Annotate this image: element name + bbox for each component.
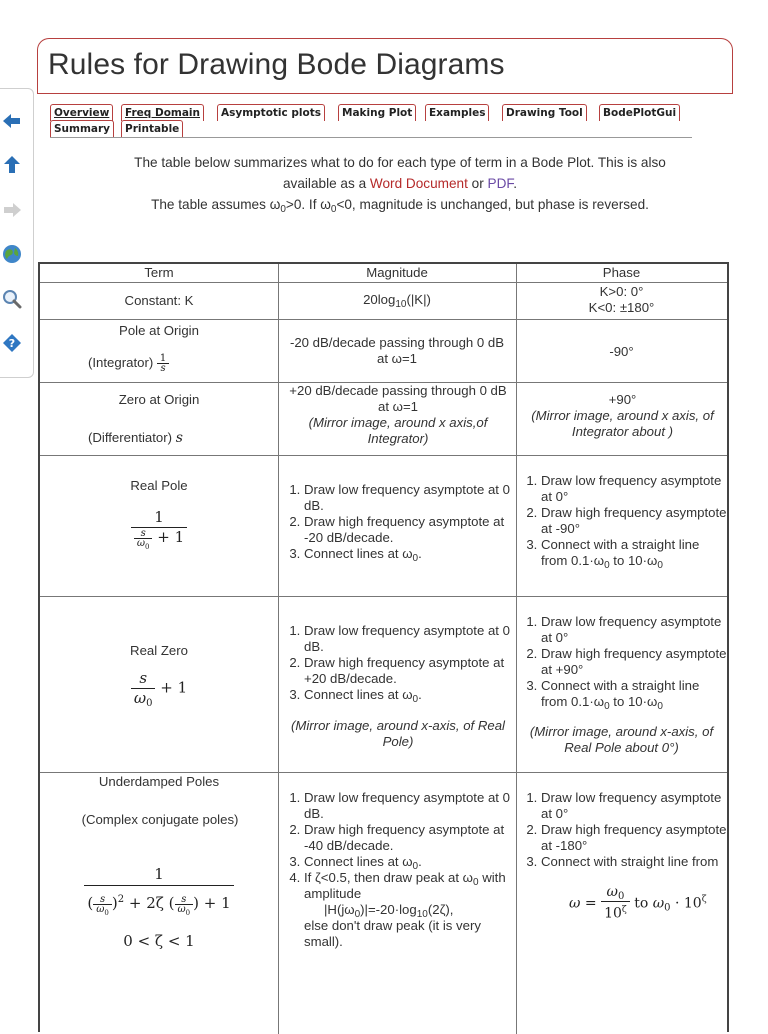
pdf-link[interactable]: PDF: [487, 176, 514, 191]
globe-icon[interactable]: [0, 242, 24, 266]
intro-line-2-or: or: [467, 176, 488, 191]
fraction-numerator: s: [139, 669, 148, 687]
intro-line-3-a: The table assumes ω: [151, 197, 281, 212]
underdamped-mag-step: [304, 854, 514, 870]
real-pole-formula: [40, 508, 278, 551]
fraction-numerator: s: [140, 527, 146, 539]
underdamped-mag-step: 2. Draw high frequency asymptote at -40 dB/decade.: [304, 822, 514, 854]
period: .: [418, 854, 422, 869]
real-zero-phase-step: [541, 678, 727, 710]
step-text: Connect with a straight line from 0.1·ω: [541, 678, 700, 709]
zero-origin-mag-text: +20 dB/decade passing through 0 dB at ω=1: [289, 383, 507, 414]
real-zero-phase-step: 1. Draw low frequency asymptote at 0°: [541, 614, 727, 646]
subscript: 0: [657, 560, 663, 571]
s-over-omega: [131, 669, 156, 708]
intro-line-2-end: .: [513, 176, 517, 191]
step-text: (2ζ),: [427, 902, 454, 917]
subscript: 0: [657, 701, 663, 712]
fraction-denominator: ( $\frac{s}{\omega_0}$ )$^2$ + 2ζ ( $\frac{s}{\omega_0}$ ) + 1: [84, 885, 233, 914]
constant-mag-text: 20log: [363, 292, 396, 307]
underdamped-magnitude: [282, 790, 514, 950]
tab-divider: [50, 137, 692, 138]
underdamped-title: Underdamped Poles: [98, 774, 220, 789]
real-pole-mag-step: 1. Draw low frequency asymptote at 0 dB.: [304, 482, 514, 514]
underdamped-phase-step: 2. Draw high frequency asymptote at -180°: [541, 822, 727, 854]
underdamped-mag-step: 1. Draw low frequency asymptote at 0 dB.: [304, 790, 514, 822]
step-text: Connect lines at ω: [304, 687, 413, 702]
title-box: [37, 38, 733, 94]
underdamped-phase-step: 1. Draw low frequency asymptote at 0°: [541, 790, 727, 822]
pole-origin-phase: -90°: [609, 344, 634, 359]
intro-text: [60, 152, 740, 215]
row-divider: [40, 319, 727, 320]
underdamped-condition: 0 < ζ < 1: [123, 932, 195, 950]
step-text: )|=-20·log: [360, 902, 417, 917]
underdamped-formula: [40, 863, 278, 917]
zero-origin-subtitle: [88, 430, 278, 446]
real-zero-phase: [519, 614, 727, 756]
pole-origin-magnitude: -20 dB/decade passing through 0 dB at ω=1: [289, 335, 505, 366]
pole-origin-label: (Integrator): [88, 354, 154, 370]
tab-asymptotic-plots[interactable]: Asymptotic plots: [217, 104, 325, 121]
subscript: 0: [604, 701, 610, 712]
zero-origin-phase-text: +90°: [608, 392, 637, 407]
real-zero-phase-note: (Mirror image, around x-axis, of Real Pole about 0°): [529, 724, 714, 755]
constant-phase: [516, 284, 727, 316]
real-pole-mag-step: 2. Draw high frequency asymptote at -20 dB/decade.: [304, 514, 514, 546]
back-arrow-icon[interactable]: [0, 109, 24, 133]
side-toolbar: [0, 88, 34, 378]
forward-arrow-icon[interactable]: [0, 198, 24, 222]
real-zero-title: Real Zero: [130, 643, 188, 658]
real-zero-magnitude: [282, 623, 514, 750]
constant-magnitude: [278, 292, 516, 308]
pole-origin-title: Pole at Origin: [119, 323, 199, 338]
header-term: Term: [144, 265, 174, 280]
step-text: If ζ<0.5, then draw peak at ω: [304, 870, 473, 885]
subscript: 10: [395, 299, 407, 310]
underdamped-phase: [519, 790, 727, 923]
real-zero-formula: $\frac{s}{\omega_0}$ + 1: [40, 669, 278, 708]
header-phase: Phase: [602, 265, 641, 280]
pole-origin-subtitle: [88, 354, 278, 373]
up-arrow-icon[interactable]: [0, 153, 24, 177]
step-text: |H(jω: [324, 902, 355, 917]
underdamped-mag-step: [304, 870, 514, 950]
intro-line-2-text: available as a: [283, 176, 370, 191]
real-pole-title: Real Pole: [130, 478, 188, 493]
real-pole-phase-step: 2. Draw high frequency asymptote at -90°: [541, 505, 727, 537]
fraction-denominator: $\omega_0$: [134, 538, 153, 548]
subscript: 0: [354, 909, 361, 920]
real-zero-mag-note: (Mirror image, around x-axis, of Real Pole): [290, 718, 505, 749]
real-pole-mag-step: [304, 546, 514, 562]
intro-line-2: [60, 173, 740, 194]
s-over-omega: [134, 527, 153, 551]
zero-origin-label: (Differentiator): [88, 430, 173, 445]
constant-term: Constant: K: [124, 293, 194, 308]
subscript: 0: [412, 861, 419, 872]
integrator-fraction: [157, 354, 169, 373]
fraction-denominator: $\omega_0$: [131, 688, 156, 708]
step-text: to 10·ω: [609, 694, 658, 709]
zero-origin-phase: [518, 392, 727, 440]
intro-line-3-b: >0. If ω: [285, 197, 331, 212]
row-divider: [40, 455, 727, 456]
underdamped-subtitle: (Complex conjugate poles): [81, 812, 239, 827]
page-title: Rules for Drawing Bode Diagrams: [48, 48, 505, 81]
tab-summary[interactable]: Summary: [50, 120, 114, 137]
constant-phase-positive: K>0: 0°: [599, 284, 644, 299]
fraction-numerator: 1: [154, 508, 164, 526]
magnifier-icon[interactable]: [0, 287, 24, 311]
tab-printable[interactable]: Printable: [121, 120, 183, 137]
step-text: Connect lines at ω: [304, 854, 413, 869]
step-text: to 10·ω: [609, 553, 658, 568]
zero-origin-mag-note: (Mirror image, around x axis,of Integrator): [308, 415, 488, 446]
period: .: [418, 546, 422, 561]
formula-to: to: [634, 895, 649, 912]
word-document-link[interactable]: Word Document: [369, 176, 468, 191]
constant-mag-text: (|K|): [406, 292, 431, 307]
differentiator-s: s: [175, 430, 183, 446]
subscript: 0: [604, 560, 610, 571]
underdamped-phase-step: 3. Connect with straight line from: [541, 854, 727, 870]
column-divider: [516, 264, 517, 1034]
row-divider: [40, 282, 727, 283]
intro-line-3: [60, 194, 740, 215]
subscript: 10: [416, 909, 428, 920]
header-magnitude: Magnitude: [366, 265, 428, 280]
bode-rules-table: [38, 262, 729, 1032]
tab-examples[interactable]: Examples: [425, 104, 489, 121]
real-zero-mag-step: 2. Draw high frequency asymptote at +20 dB/decade.: [304, 655, 514, 687]
real-zero-phase-step: 2. Draw high frequency asymptote at +90°: [541, 646, 727, 678]
real-pole-phase-step: 1. Draw low frequency asymptote at 0°: [541, 473, 727, 505]
underdamped-fraction: [84, 863, 233, 917]
intro-sub: 0: [330, 204, 337, 215]
zero-origin-phase-note: (Mirror image, around x axis, of Integrator about ): [531, 408, 714, 439]
fraction-numerator: 1: [154, 865, 164, 883]
help-diamond-icon[interactable]: [0, 331, 24, 355]
svg-text:?: ?: [8, 337, 16, 350]
step-text: with amplitude: [304, 870, 506, 901]
peak-amplitude-formula: [304, 902, 514, 918]
real-pole-phase-step: [541, 537, 727, 569]
tab-overview[interactable]: Overview: [50, 104, 113, 121]
zero-origin-title: Zero at Origin: [118, 392, 200, 407]
intro-sub: 0: [280, 204, 286, 215]
real-pole-phase: [519, 473, 727, 569]
real-zero-mag-step: 1. Draw low frequency asymptote at 0 dB.: [304, 623, 514, 655]
column-divider: [278, 264, 279, 1034]
constant-phase-negative: K<0: ±180°: [588, 300, 655, 315]
fraction-denominator-s: s: [160, 363, 166, 374]
intro-line-1: The table below summarizes what to do for each type of term in a Bode Plot. This is also: [134, 155, 666, 170]
row-divider: [40, 596, 727, 597]
period: .: [418, 687, 422, 702]
real-pole-magnitude: [282, 482, 514, 562]
fraction-numerator: 1: [159, 353, 167, 364]
real-zero-mag-step: [304, 687, 514, 703]
subscript: 0: [412, 694, 419, 705]
real-pole-fraction: [131, 508, 187, 551]
fraction-denominator: $\frac{s}{\omega_0}$ + 1: [131, 527, 187, 548]
intro-line-3-c: <0, magnitude is unchanged, but phase is reversed.: [336, 197, 649, 212]
row-divider: [40, 772, 727, 773]
subscript: 0: [472, 877, 479, 888]
fraction-denominator: [157, 363, 169, 373]
tab-drawing-tool[interactable]: Drawing Tool: [502, 104, 587, 121]
tab-making-plot[interactable]: Making Plot: [338, 104, 416, 121]
underdamped-phase-formula: ω = $\frac{\omega_0}{10^\zeta}$ to $\omega_0 \cdot 10^\zeta$: [569, 884, 707, 922]
tab-freq-domain[interactable]: Freq Domain: [121, 104, 204, 121]
step-text: Connect lines at ω: [304, 546, 413, 561]
step-text: Connect with a straight line from 0.1·ω: [541, 537, 700, 568]
step-text: else don't draw peak (it is very small).: [304, 918, 481, 949]
zero-origin-magnitude: [282, 383, 514, 447]
subscript: 0: [412, 553, 419, 564]
tab-bodeplotgui[interactable]: BodePlotGui: [599, 104, 680, 121]
